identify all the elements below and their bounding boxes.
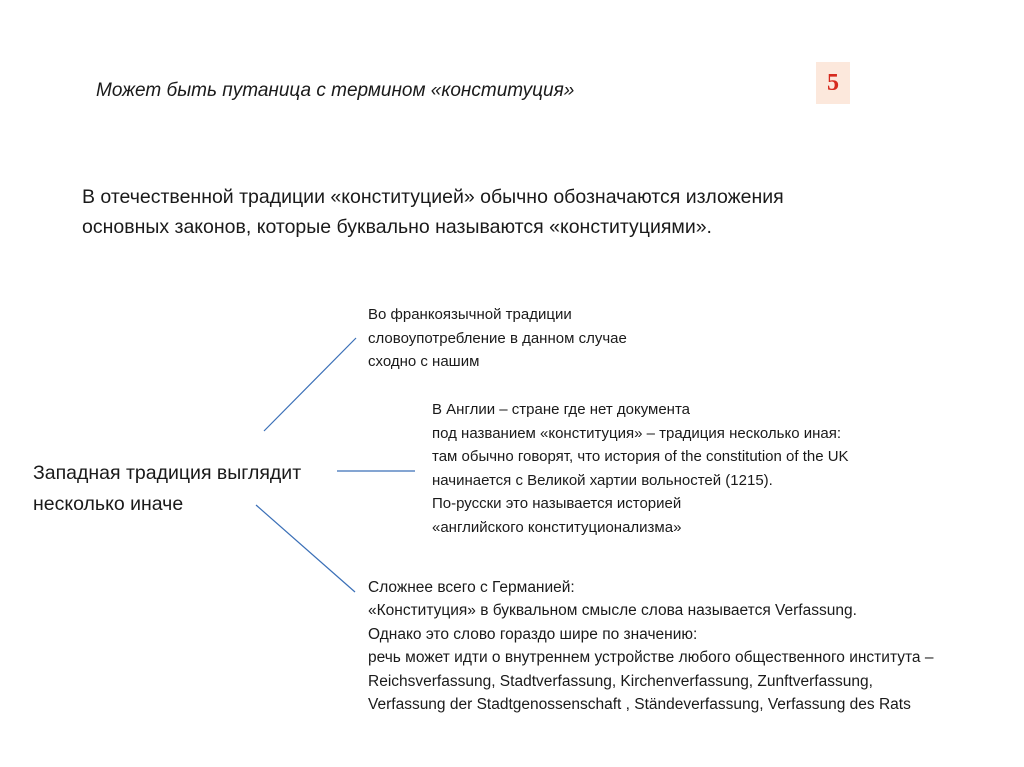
main-label-line: несколько иначе <box>33 493 184 515</box>
french-tradition-block <box>368 303 627 374</box>
germany-line: Сложнее всего с Германией: <box>368 579 575 596</box>
french-line: сходно с нашим <box>368 353 480 371</box>
england-line: В Англии – стране где нет документа <box>432 401 691 418</box>
germany-line: речь может идти о внутреннем устройстве любого общественного института – <box>368 649 934 667</box>
western-tradition-label <box>33 458 301 520</box>
french-line: словоупотребление в данном случае <box>368 329 627 347</box>
germany-line: Verfassung der Stadtgenossenschaft , Ständeverfassung, Verfassung des Rats <box>368 696 911 714</box>
germany-tradition-block <box>368 576 933 716</box>
page-number-badge: 5 <box>816 62 850 104</box>
germany-line: Reichsverfassung, Stadtverfassung, Kirchenverfassung, Zunftverfassung, <box>368 672 873 690</box>
main-label-line: Западная традиция выглядит <box>33 462 302 484</box>
intro-line: основных законов, которые буквально называются «конституциями». <box>82 216 712 238</box>
intro-paragraph <box>82 182 882 242</box>
england-tradition-block <box>432 398 849 540</box>
intro-line: В отечественной традиции «конституцией» обычно обозначаются изложения <box>82 186 784 208</box>
germany-line: «Конституция» в буквальном смысле слова называется Verfassung. <box>368 602 857 620</box>
germany-line: Однако это слово гораздо шире по значению: <box>368 625 698 643</box>
england-line: «английского конституционализма» <box>432 518 682 536</box>
connector-line-french <box>264 338 356 431</box>
french-line: Во франкоязычной традиции <box>368 306 572 323</box>
england-line: там обычно говорят, что история of the constitution of the UK <box>432 448 849 466</box>
england-line: под названием «конституция» – традиция несколько иная: <box>432 424 842 442</box>
england-line: По-русски это называется историей <box>432 495 682 513</box>
england-line: начинается с Великой хартии вольностей (1215). <box>432 471 773 489</box>
slide-subtitle: Может быть путаница с термином «конституция» <box>96 80 575 101</box>
